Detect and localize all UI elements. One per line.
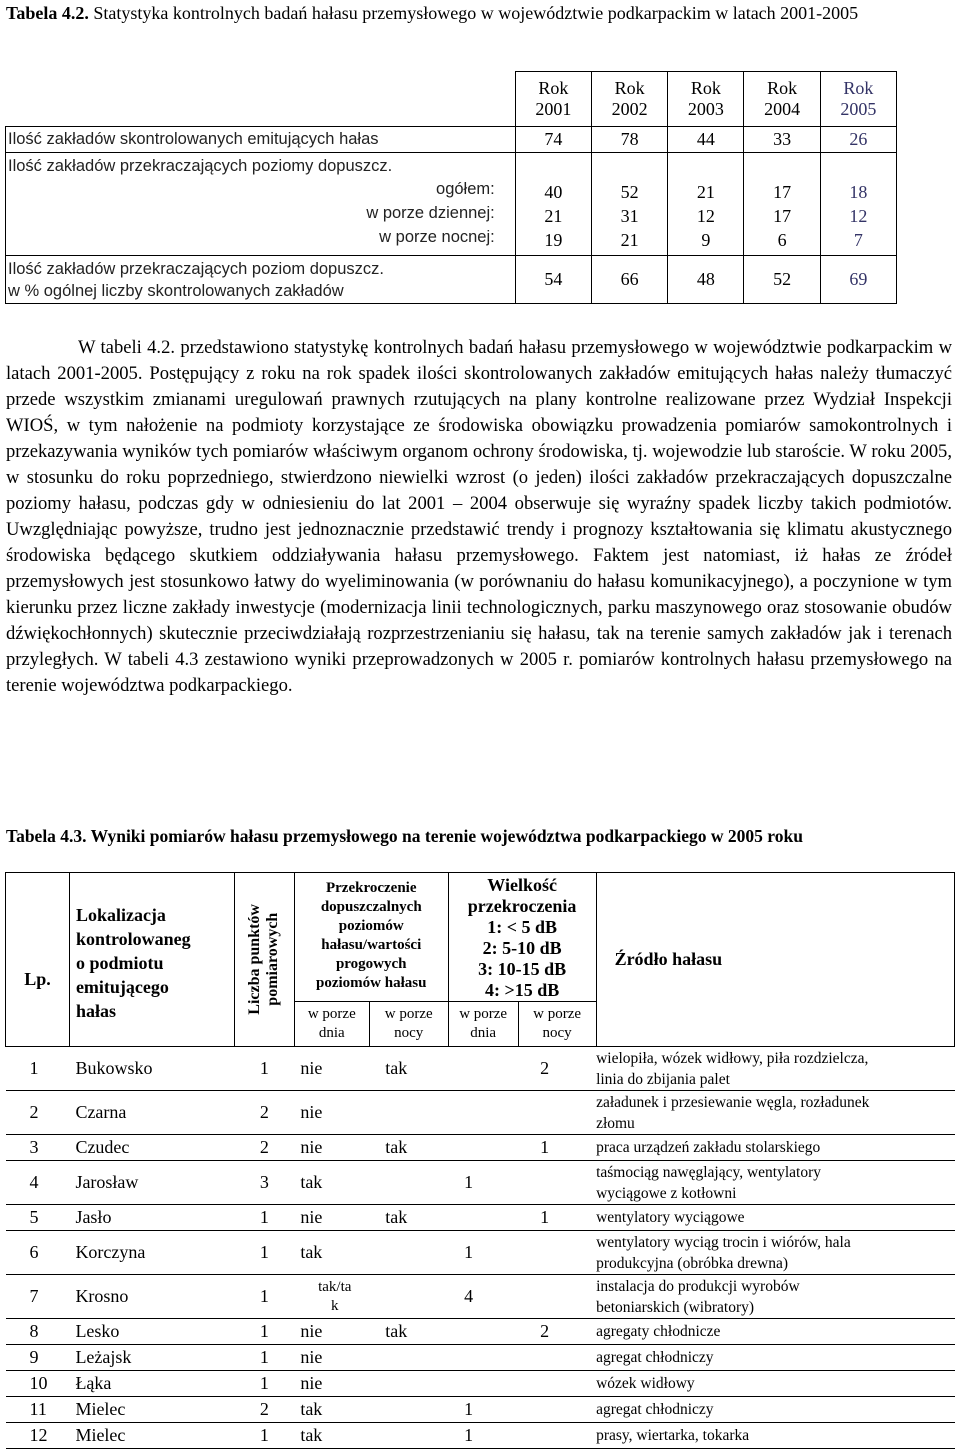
- year-header: Rok 2005: [820, 72, 896, 127]
- table-cell: 69: [820, 256, 896, 304]
- value-stack: 18 12 7: [820, 153, 896, 256]
- row-size-night: [518, 1275, 596, 1319]
- table-row: [6, 1345, 955, 1371]
- row-size-day: [448, 1371, 518, 1397]
- header-exceedance: Przekroczenie dopuszczalnych poziomów hałasu/wartości progowych poziomów hałasu: [294, 873, 448, 1002]
- row-size-day: 1: [448, 1161, 518, 1205]
- row-location: Bukowsko: [69, 1047, 234, 1091]
- table-4-2-title: [6, 2, 956, 24]
- table-cell: 74: [515, 127, 591, 153]
- row-location: Jasło: [69, 1205, 234, 1231]
- row-exceed-day: nie: [294, 1047, 369, 1091]
- table-corner: [6, 72, 516, 127]
- year-header: Rok 2003: [668, 72, 744, 127]
- row-exceed-day: nie: [294, 1205, 369, 1231]
- row-number: 3: [6, 1135, 70, 1161]
- table-cell: 26: [820, 127, 896, 153]
- table-row: [6, 1397, 955, 1423]
- row-size-day: [448, 1091, 518, 1135]
- row-location: Krosno: [69, 1275, 234, 1319]
- row-size-night: [518, 1345, 596, 1371]
- row-points: 1: [234, 1423, 294, 1449]
- table-cell: 66: [591, 256, 667, 304]
- row-location: Korczyna: [69, 1231, 234, 1275]
- row-exceed-day: tak: [294, 1231, 369, 1275]
- row-size-night: 2: [518, 1319, 596, 1345]
- row-location: Czudec: [69, 1135, 234, 1161]
- row-points: 1: [234, 1275, 294, 1319]
- row-exceed-night: tak: [369, 1135, 448, 1161]
- table-row: [6, 1231, 955, 1275]
- table-row: [6, 1047, 955, 1091]
- row-exceed-day: nie: [294, 1345, 369, 1371]
- row-number: 7: [6, 1275, 70, 1319]
- row-points: 1: [234, 1231, 294, 1275]
- table-cell: 52: [744, 256, 820, 304]
- table-cell: 78: [591, 127, 667, 153]
- table-row: [6, 1135, 955, 1161]
- row-size-day: [448, 1345, 518, 1371]
- row-location: Mielec: [69, 1423, 234, 1449]
- row-exceed-night: [369, 1397, 448, 1423]
- table-4-3-title: Tabela 4.3. Wyniki pomiarów hałasu przemysłowego na terenie województwa podkarpackiego w 2005 roku: [6, 826, 803, 846]
- table-row: [6, 1091, 955, 1135]
- row-exceed-day: nie: [294, 1371, 369, 1397]
- table-cell: 33: [744, 127, 820, 153]
- row-exceed-day: tak: [294, 1161, 369, 1205]
- row-size-night: [518, 1091, 596, 1135]
- row-points: 1: [234, 1047, 294, 1091]
- row-number: 11: [6, 1397, 70, 1423]
- row-points: 1: [234, 1371, 294, 1397]
- sub-label-night: w porze nocnej:: [379, 228, 495, 246]
- row-points: 3: [234, 1161, 294, 1205]
- sub-label-total: ogółem:: [436, 180, 495, 198]
- row-exceed-night: [369, 1371, 448, 1397]
- row-source: wentylatory wyciągowe: [596, 1205, 954, 1231]
- year-header: Rok 2001: [515, 72, 591, 127]
- table-4-2: [5, 71, 897, 304]
- table-row: [6, 1275, 955, 1319]
- row-number: 4: [6, 1161, 70, 1205]
- row-size-night: 2: [518, 1047, 596, 1091]
- row-location: Mielec: [69, 1397, 234, 1423]
- row-exceed-day: tak: [294, 1397, 369, 1423]
- row-size-day: [448, 1319, 518, 1345]
- table-4-2-number: Tabela 4.2.: [6, 3, 89, 23]
- header-night: w porze nocy: [369, 1002, 448, 1047]
- row-exceed-day: nie: [294, 1319, 369, 1345]
- table-cell: 48: [668, 256, 744, 304]
- row-exceed-day: tak: [294, 1423, 369, 1449]
- row-exceed-day: tak/ta k: [294, 1275, 369, 1319]
- value-stack: 21 12 9: [668, 153, 744, 256]
- table-row: [6, 1319, 955, 1345]
- row-source: instalacja do produkcji wyrobów betoniarskich (wibratory): [596, 1275, 954, 1319]
- header-size-night: w porze nocy: [518, 1002, 596, 1047]
- row-source: wentylatory wyciąg trocin i wiórów, hala produkcyjna (obróbka drewna): [596, 1231, 954, 1275]
- row-size-night: [518, 1397, 596, 1423]
- row-points: 1: [234, 1345, 294, 1371]
- row-source: agregat chłodniczy: [596, 1397, 954, 1423]
- row-source: prasy, wiertarka, tokarka: [596, 1423, 954, 1449]
- row-label-controlled: Ilość zakładów skontrolowanych emitujących hałas: [6, 127, 516, 153]
- row-points: 2: [234, 1091, 294, 1135]
- row-location: Łąka: [69, 1371, 234, 1397]
- row-source: praca urządzeń zakładu stolarskiego: [596, 1135, 954, 1161]
- value-stack: 40 21 19: [515, 153, 591, 256]
- header-lp: Lp.: [6, 873, 70, 1047]
- row-points: 2: [234, 1397, 294, 1423]
- table-cell: 54: [515, 256, 591, 304]
- header-points-count: Liczba punktów pomiarowych: [234, 873, 294, 1047]
- table-cell: 44: [668, 127, 744, 153]
- row-exceed-day: nie: [294, 1091, 369, 1135]
- row-exceed-night: tak: [369, 1047, 448, 1091]
- row-size-night: [518, 1231, 596, 1275]
- row-points: 1: [234, 1319, 294, 1345]
- header-size-day: w porze dnia: [448, 1002, 518, 1047]
- row-exceed-night: [369, 1231, 448, 1275]
- year-header: Rok 2002: [591, 72, 667, 127]
- row-heading: Ilość zakładów przekraczających poziomy dopuszcz.: [8, 157, 393, 175]
- row-number: 9: [6, 1345, 70, 1371]
- row-number: 2: [6, 1091, 70, 1135]
- header-source: Źródło hałasu: [596, 873, 954, 1047]
- row-size-day: 1: [448, 1423, 518, 1449]
- row-size-night: [518, 1371, 596, 1397]
- row-source: wielopiła, wózek widłowy, piła rozdzielcza, linia do zbijania palet: [596, 1047, 954, 1091]
- row-number: 6: [6, 1231, 70, 1275]
- sub-label-day: w porze dziennej:: [366, 204, 495, 222]
- row-size-night: [518, 1423, 596, 1449]
- header-location: Lokalizacja kontrolowaneg o podmiotu emitującego hałas: [69, 873, 234, 1047]
- row-points: 1: [234, 1205, 294, 1231]
- row-size-day: [448, 1205, 518, 1231]
- row-location: Czarna: [69, 1091, 234, 1135]
- row-label-exceeding: [6, 153, 516, 256]
- row-label-line: Ilość zakładów przekraczających poziom dopuszcz.: [8, 259, 384, 278]
- table-row: [6, 1371, 955, 1397]
- row-number: 8: [6, 1319, 70, 1345]
- table-row: [6, 1205, 955, 1231]
- header-size: Wielkość przekroczenia 1: < 5 dB 2: 5-10 dB 3: 10-15 dB 4: >15 dB: [448, 873, 596, 1002]
- row-exceed-night: tak: [369, 1205, 448, 1231]
- row-size-day: 1: [448, 1397, 518, 1423]
- row-size-day: [448, 1047, 518, 1091]
- row-source: załadunek i przesiewanie węgla, rozładunek złomu: [596, 1091, 954, 1135]
- row-exceed-night: [369, 1275, 448, 1319]
- row-source: wózek widłowy: [596, 1371, 954, 1397]
- row-size-day: [448, 1135, 518, 1161]
- row-number: 5: [6, 1205, 70, 1231]
- row-exceed-night: [369, 1091, 448, 1135]
- row-source: agregaty chłodnicze: [596, 1319, 954, 1345]
- value-stack: 17 17 6: [744, 153, 820, 256]
- row-size-day: 4: [448, 1275, 518, 1319]
- row-size-night: 1: [518, 1135, 596, 1161]
- row-exceed-day: nie: [294, 1135, 369, 1161]
- row-source: taśmociąg nawęglający, wentylatory wyciągowe z kotłowni: [596, 1161, 954, 1205]
- row-exceed-night: [369, 1423, 448, 1449]
- row-exceed-night: [369, 1161, 448, 1205]
- table-4-2-caption: Statystyka kontrolnych badań hałasu przemysłowego w województwie podkarpackim w latach 2001-2005: [88, 3, 859, 23]
- row-points: 2: [234, 1135, 294, 1161]
- table-row: [6, 1161, 955, 1205]
- header-day: w porze dnia: [294, 1002, 369, 1047]
- row-source: agregat chłodniczy: [596, 1345, 954, 1371]
- row-exceed-night: tak: [369, 1319, 448, 1345]
- value-stack: 52 31 21: [591, 153, 667, 256]
- row-size-night: [518, 1161, 596, 1205]
- row-exceed-night: [369, 1345, 448, 1371]
- table-4-3: [5, 872, 955, 1449]
- body-paragraph: W tabeli 4.2. przedstawiono statystykę kontrolnych badań hałasu przemysłowego w województwie podkarpackim w latach 2001-2005. Postępujący z roku na rok spadek ilości skontrolowanych zakładów emitujących hałas należy tłumaczyć przede wszystkim zmianami uregulowań prawnych rzutujących na plany kontrolne realizowane przez Wydział Inspekcji WIOŚ, w tym nałożenie na podmioty korzystające ze środowiska obowiązku prowadzenia pomiarów samokontrolnych i przekazywania wyników tych pomiarów właściwym organom ochrony środowiska, tj. wojewodzie lub staroście. W roku 2005, w stosunku do roku poprzedniego, stwierdzono niewielki wzrost (o jeden) ilości zakładów przekraczających dopuszczalne poziomy hałasu, podczas gdy w odniesieniu do lat 2001 – 2004 obserwuje się wyraźny spadek liczby takich podmiotów. Uwzględniając powyższe, trudno jest jednoznacznie przedstawić trendy i prognozy kształtowania się klimatu akustycznego środowiska będącego skutkiem oddziaływania hałasu przemysłowego. Faktem jest natomiast, iż hałas ze źródeł przemysłowych jest stosunkowo łatwy do wyeliminowania (w porównaniu do hałasu komunikacyjnego), a poczynione w tym kierunku przez liczne zakłady inwestycje (modernizacja linii technologicznych, parku maszynowego oraz stosowanie obudów dźwiękochłonnych) skutecznie przeciwdziałają rozprzestrzenianiu się hałasu, tak na terenie samych zakładów jak i terenach przyległych. W tabeli 4.3 zestawiono wyniki przeprowadzonych w 2005 r. pomiarów kontrolnych hałasu przemysłowego na terenie województwa podkarpackiego.: [6, 337, 952, 696]
- row-size-night: 1: [518, 1205, 596, 1231]
- table-row: [6, 1423, 955, 1449]
- row-number: 1: [6, 1047, 70, 1091]
- row-label-percent: [6, 256, 516, 304]
- row-number: 12: [6, 1423, 70, 1449]
- row-size-day: 1: [448, 1231, 518, 1275]
- row-location: Leżajsk: [69, 1345, 234, 1371]
- row-label-line: w % ogólnej liczby skontrolowanych zakładów: [8, 281, 344, 300]
- row-number: 10: [6, 1371, 70, 1397]
- year-header: Rok 2004: [744, 72, 820, 127]
- row-location: Lesko: [69, 1319, 234, 1345]
- row-location: Jarosław: [69, 1161, 234, 1205]
